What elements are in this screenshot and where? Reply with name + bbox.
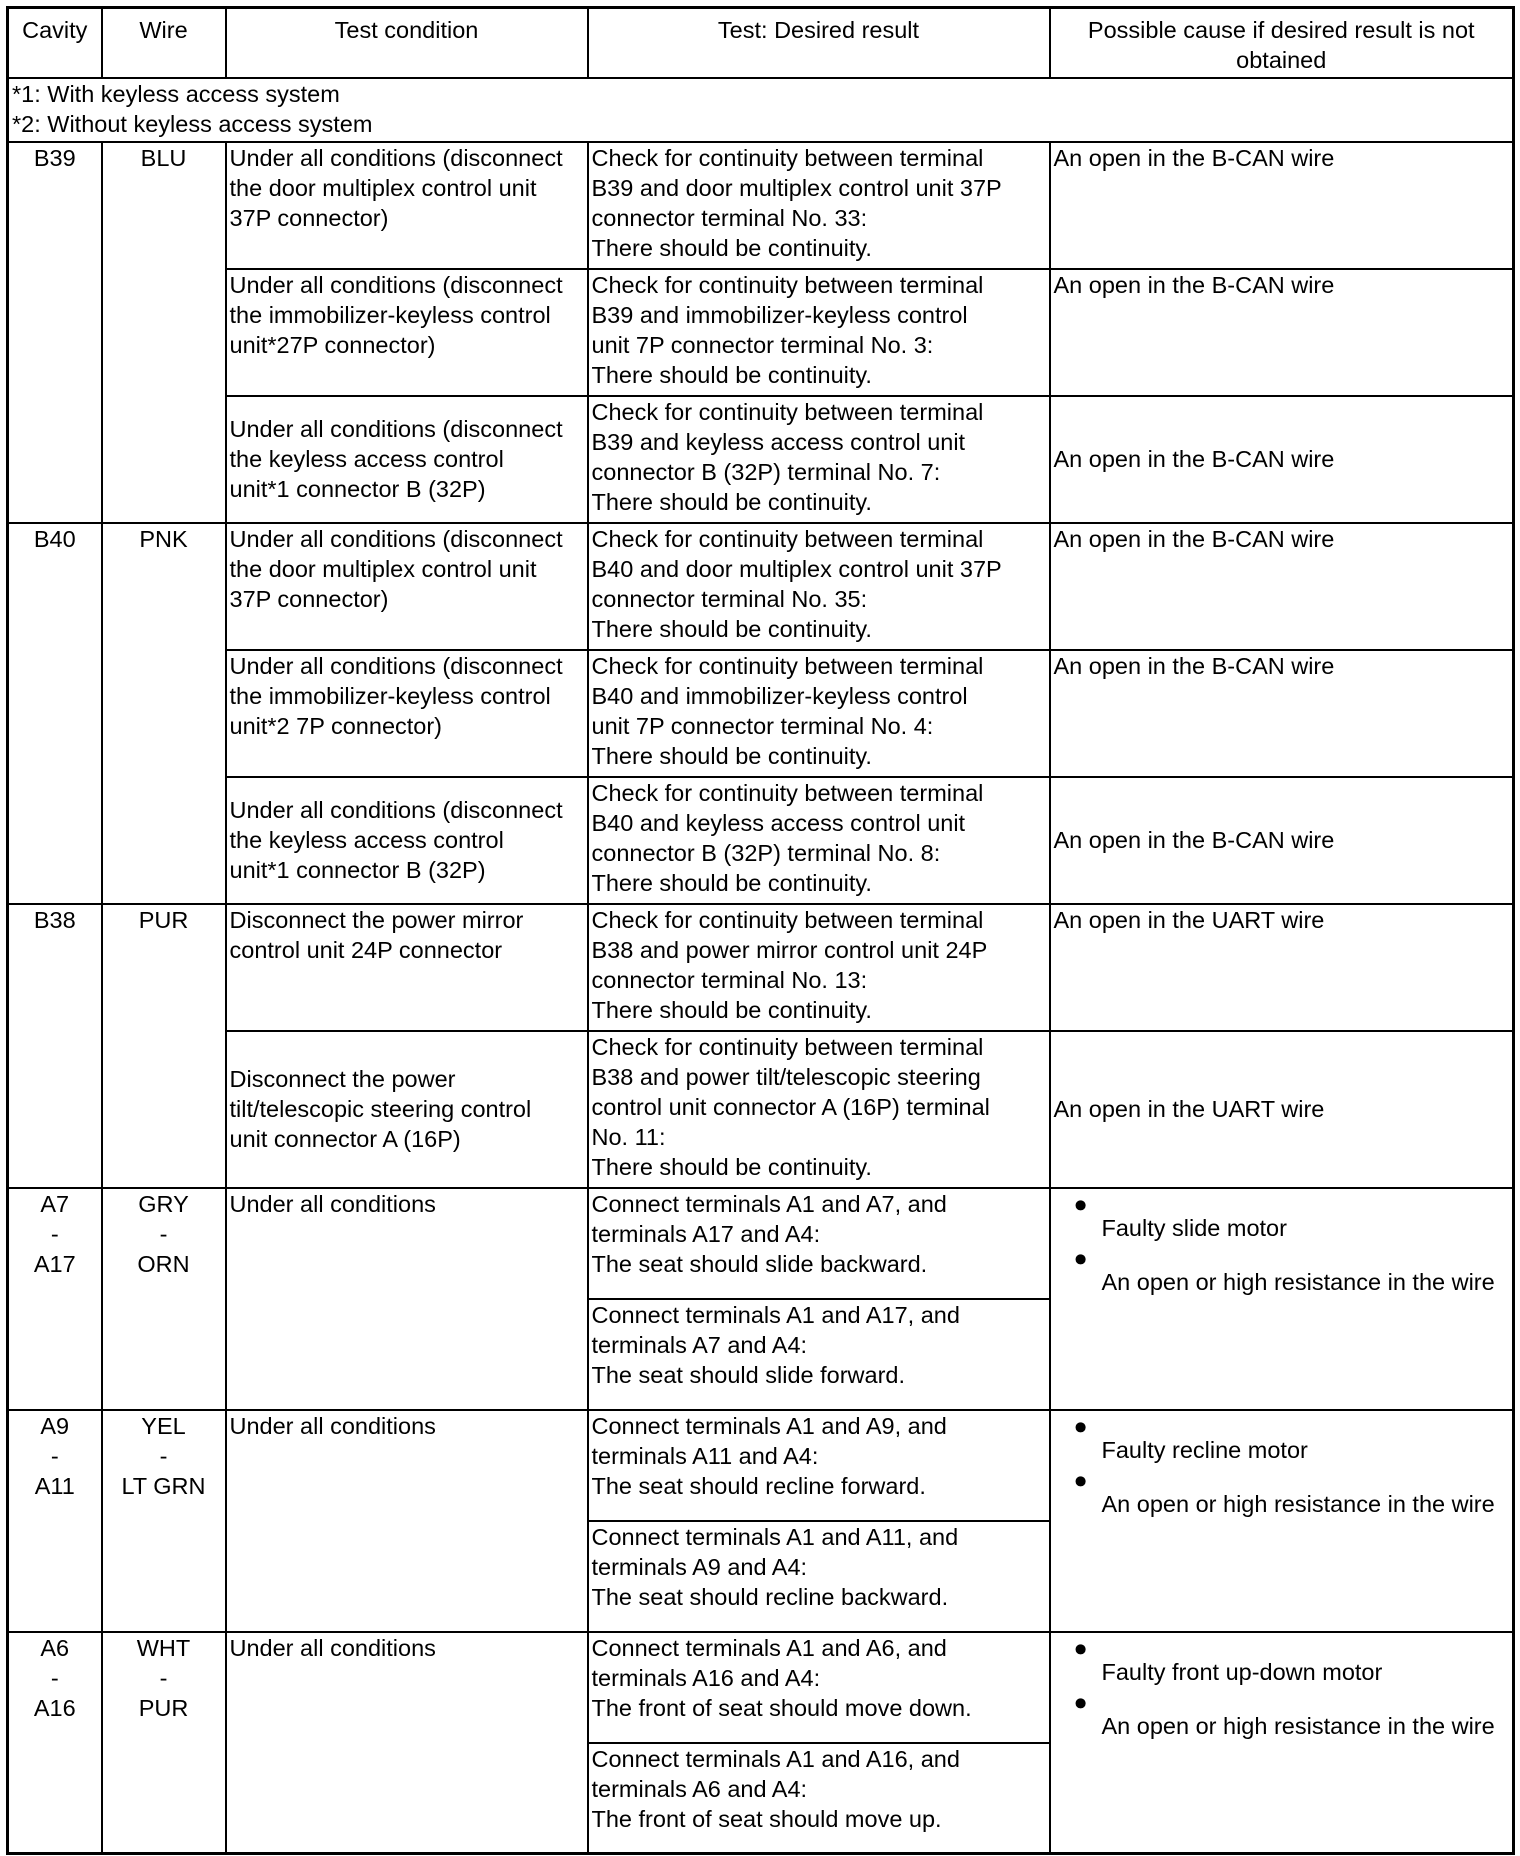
wire-line: ORN (137, 1250, 190, 1277)
result-line: There should be continuity. (591, 996, 872, 1023)
footnotes (8, 78, 1514, 142)
desired-result-cell (588, 904, 1050, 1031)
condition-line: unit*2 7P connector) (229, 712, 443, 739)
wire-line: LT GRN (121, 1472, 206, 1499)
header-desired-result: Test: Desired result (588, 8, 1050, 78)
result-line: The seat should slide backward. (591, 1250, 928, 1277)
result-line: The front of seat should move down. (591, 1694, 972, 1721)
cause-text: An open or high resistance in the wire (1101, 1268, 1495, 1295)
cause-text: An open or high resistance in the wire (1101, 1490, 1495, 1517)
test-condition-cell (226, 142, 588, 269)
header-cause-line: obtained (1236, 47, 1327, 73)
result-line: There should be continuity. (591, 234, 872, 261)
test-condition-cell: Under all conditions (226, 1188, 588, 1410)
result-line: The seat should slide forward. (591, 1361, 905, 1388)
result-line: Connect terminals A1 and A9, and (591, 1412, 947, 1439)
test-condition-cell: Under all conditions (226, 1632, 588, 1854)
result-line: Check for continuity between terminal (591, 271, 984, 298)
cavity-line: - (50, 1442, 59, 1469)
possible-cause-cell: An open in the UART wire (1050, 904, 1514, 1031)
desired-result-cell (588, 523, 1050, 650)
condition-line: the immobilizer-keyless control (229, 682, 551, 709)
possible-cause-cell (1050, 1632, 1514, 1854)
test-condition-cell: Under all conditions (226, 1410, 588, 1632)
wire-cell: PNK (102, 523, 226, 904)
cavity-line: A7 (40, 1190, 70, 1217)
table-row (8, 1410, 1514, 1521)
possible-cause-cell: An open in the B-CAN wire (1050, 523, 1514, 650)
wire-cell (102, 1188, 226, 1410)
result-line: The front of seat should move up. (591, 1805, 942, 1832)
result-line: Check for continuity between terminal (591, 144, 984, 171)
desired-result-cell (588, 396, 1050, 523)
desired-result-cell (588, 1410, 1050, 1521)
cause-bullet-item (1054, 1411, 1510, 1465)
possible-cause-cell (1050, 1410, 1514, 1632)
wire-line: - (159, 1220, 168, 1247)
cause-bullet-item (1054, 1465, 1510, 1519)
result-line: connector terminal No. 35: (591, 585, 868, 612)
desired-result-cell (588, 1299, 1050, 1410)
cavity-cell: B38 (8, 904, 102, 1188)
cavity-cell: B39 (8, 142, 102, 523)
result-line: Check for continuity between terminal (591, 398, 984, 425)
possible-cause-cell: An open in the B-CAN wire (1050, 650, 1514, 777)
header-cavity: Cavity (8, 8, 102, 78)
footnote-row (8, 78, 1514, 142)
result-line: Connect terminals A1 and A7, and (591, 1190, 947, 1217)
result-line: terminals A17 and A4: (591, 1220, 821, 1247)
result-line: B38 and power tilt/telescopic steering (591, 1063, 981, 1090)
condition-line: tilt/telescopic steering control (229, 1096, 532, 1122)
wire-line: PUR (138, 1694, 189, 1721)
possible-cause-cell: An open in the B-CAN wire (1050, 777, 1514, 904)
header-row (8, 8, 1514, 78)
result-line: terminals A9 and A4: (591, 1553, 808, 1580)
condition-line: the immobilizer-keyless control (229, 301, 551, 328)
desired-result-cell (588, 142, 1050, 269)
test-condition-cell (226, 523, 588, 650)
wire-cell: BLU (102, 142, 226, 523)
cavity-line: A6 (40, 1634, 70, 1661)
result-line: B40 and immobilizer-keyless control (591, 682, 968, 709)
troubleshooting-table-container (6, 6, 1512, 1855)
cavity-cell (8, 1632, 102, 1854)
condition-line: unit*27P connector) (229, 331, 436, 358)
cause-text: Faulty recline motor (1101, 1436, 1308, 1463)
result-line: unit 7P connector terminal No. 4: (591, 712, 934, 739)
cavity-line: A9 (40, 1412, 70, 1439)
header-test-condition: Test condition (226, 8, 588, 78)
condition-line: Under all conditions (disconnect (229, 797, 563, 823)
result-line: Connect terminals A1 and A6, and (591, 1634, 947, 1661)
cause-bullet-item (1054, 1189, 1510, 1243)
condition-line: 37P connector) (229, 585, 389, 612)
condition-line: 37P connector) (229, 204, 389, 231)
condition-line: Under all conditions (disconnect (229, 144, 563, 171)
header-wire: Wire (102, 8, 226, 78)
result-line: Check for continuity between terminal (591, 906, 984, 933)
result-line: Check for continuity between terminal (591, 652, 984, 679)
result-line: There should be continuity. (591, 1153, 872, 1180)
condition-line: Under all conditions (disconnect (229, 525, 563, 552)
desired-result-cell (588, 1743, 1050, 1854)
condition-line: unit*1 connector B (32P) (229, 857, 486, 883)
condition-line: unit connector A (16P) (229, 1126, 461, 1152)
wire-cell: PUR (102, 904, 226, 1188)
test-condition-cell (226, 904, 588, 1031)
condition-line: the door multiplex control unit (229, 174, 537, 201)
cavity-cell: B40 (8, 523, 102, 904)
result-line: B40 and door multiplex control unit 37P (591, 555, 1002, 582)
cavity-line: A16 (33, 1694, 76, 1721)
table-row (8, 523, 1514, 650)
result-line: terminals A16 and A4: (591, 1664, 821, 1691)
result-line: There should be continuity. (591, 615, 872, 642)
cavity-line: - (50, 1220, 59, 1247)
result-line: unit 7P connector terminal No. 3: (591, 331, 934, 358)
cause-text: Faulty slide motor (1101, 1214, 1287, 1241)
wire-line: - (159, 1664, 168, 1691)
result-line: connector terminal No. 33: (591, 204, 868, 231)
bullet-icon: ● (1073, 1634, 1088, 1661)
table-row (8, 396, 1514, 523)
table-row (8, 904, 1514, 1031)
cavity-cell (8, 1410, 102, 1632)
desired-result-cell (588, 1632, 1050, 1743)
result-line: The seat should recline forward. (591, 1472, 926, 1499)
result-line: B39 and keyless access control unit (591, 428, 966, 455)
result-line: control unit connector A (16P) terminal (591, 1093, 990, 1120)
condition-line: Under all conditions (disconnect (229, 271, 563, 298)
bullet-icon: ● (1073, 1190, 1088, 1217)
possible-cause-cell: An open in the B-CAN wire (1050, 269, 1514, 396)
result-line: There should be continuity. (591, 869, 872, 896)
condition-line: unit*1 connector B (32P) (229, 476, 486, 502)
cause-bullet-item (1054, 1633, 1510, 1687)
test-condition-cell (226, 269, 588, 396)
condition-line: Under all conditions (disconnect (229, 416, 563, 442)
result-line: B38 and power mirror control unit 24P (591, 936, 988, 963)
table-row (8, 1188, 1514, 1299)
result-line: No. 11: (591, 1123, 666, 1150)
condition-line: the keyless access control (229, 827, 504, 853)
table-row (8, 650, 1514, 777)
condition-line: the door multiplex control unit (229, 555, 537, 582)
result-line: Check for continuity between terminal (591, 1033, 984, 1060)
possible-cause-cell: An open in the B-CAN wire (1050, 396, 1514, 523)
condition-line: Under all conditions (disconnect (229, 652, 563, 679)
condition-line: Disconnect the power (229, 1066, 456, 1092)
wire-line: YEL (141, 1412, 186, 1439)
result-line: Connect terminals A1 and A17, and (591, 1301, 960, 1328)
wire-line: WHT (136, 1634, 191, 1661)
possible-cause-cell: An open in the B-CAN wire (1050, 142, 1514, 269)
test-condition-cell (226, 396, 588, 523)
condition-line: Disconnect the power mirror (229, 906, 524, 933)
test-condition-cell (226, 777, 588, 904)
desired-result-cell (588, 1521, 1050, 1632)
bullet-icon: ● (1073, 1244, 1088, 1271)
result-line: The seat should recline backward. (591, 1583, 949, 1610)
cavity-line: A11 (34, 1472, 75, 1499)
result-line: connector B (32P) terminal No. 8: (591, 839, 941, 866)
wire-line: GRY (138, 1190, 189, 1217)
result-line: Check for continuity between terminal (591, 779, 984, 806)
desired-result-cell (588, 1031, 1050, 1188)
test-condition-cell (226, 650, 588, 777)
cause-bullet-item (1054, 1687, 1510, 1741)
desired-result-cell (588, 650, 1050, 777)
possible-cause-cell: An open in the UART wire (1050, 1031, 1514, 1188)
header-cause-line: Possible cause if desired result is not (1087, 17, 1475, 43)
footnote: *1: With keyless access system (12, 80, 340, 107)
result-line: There should be continuity. (591, 488, 872, 515)
result-line: terminals A7 and A4: (591, 1331, 808, 1358)
result-line: B39 and immobilizer-keyless control (591, 301, 968, 328)
possible-cause-cell (1050, 1188, 1514, 1410)
footnote: *2: Without keyless access system (12, 110, 373, 137)
result-line: There should be continuity. (591, 742, 872, 769)
cavity-cell (8, 1188, 102, 1410)
cause-text: An open or high resistance in the wire (1101, 1712, 1495, 1739)
wire-line: - (159, 1442, 168, 1469)
bullet-icon: ● (1073, 1466, 1088, 1493)
result-line: Check for continuity between terminal (591, 525, 984, 552)
desired-result-cell (588, 1188, 1050, 1299)
result-line: B40 and keyless access control unit (591, 809, 966, 836)
result-line: Connect terminals A1 and A11, and (591, 1523, 959, 1550)
table-row (8, 142, 1514, 269)
bullet-icon: ● (1073, 1412, 1088, 1439)
table-row (8, 777, 1514, 904)
test-condition-cell (226, 1031, 588, 1188)
bullet-icon: ● (1073, 1688, 1088, 1715)
result-line: connector B (32P) terminal No. 7: (591, 458, 941, 485)
cavity-line: A17 (33, 1250, 76, 1277)
table-row (8, 269, 1514, 396)
cause-bullet-item (1054, 1243, 1510, 1297)
header-possible-cause (1050, 8, 1514, 78)
cavity-line: - (50, 1664, 59, 1691)
cause-text: Faulty front up-down motor (1101, 1658, 1383, 1685)
result-line: connector terminal No. 13: (591, 966, 868, 993)
desired-result-cell (588, 777, 1050, 904)
result-line: Connect terminals A1 and A16, and (591, 1745, 960, 1772)
troubleshooting-table (6, 6, 1515, 1855)
condition-line: control unit 24P connector (229, 936, 503, 963)
result-line: terminals A6 and A4: (591, 1775, 808, 1802)
table-row (8, 1031, 1514, 1188)
result-line: B39 and door multiplex control unit 37P (591, 174, 1002, 201)
result-line: terminals A11 and A4: (591, 1442, 819, 1469)
result-line: There should be continuity. (591, 361, 872, 388)
desired-result-cell (588, 269, 1050, 396)
table-row (8, 1632, 1514, 1743)
wire-cell (102, 1632, 226, 1854)
wire-cell (102, 1410, 226, 1632)
condition-line: the keyless access control (229, 446, 504, 472)
